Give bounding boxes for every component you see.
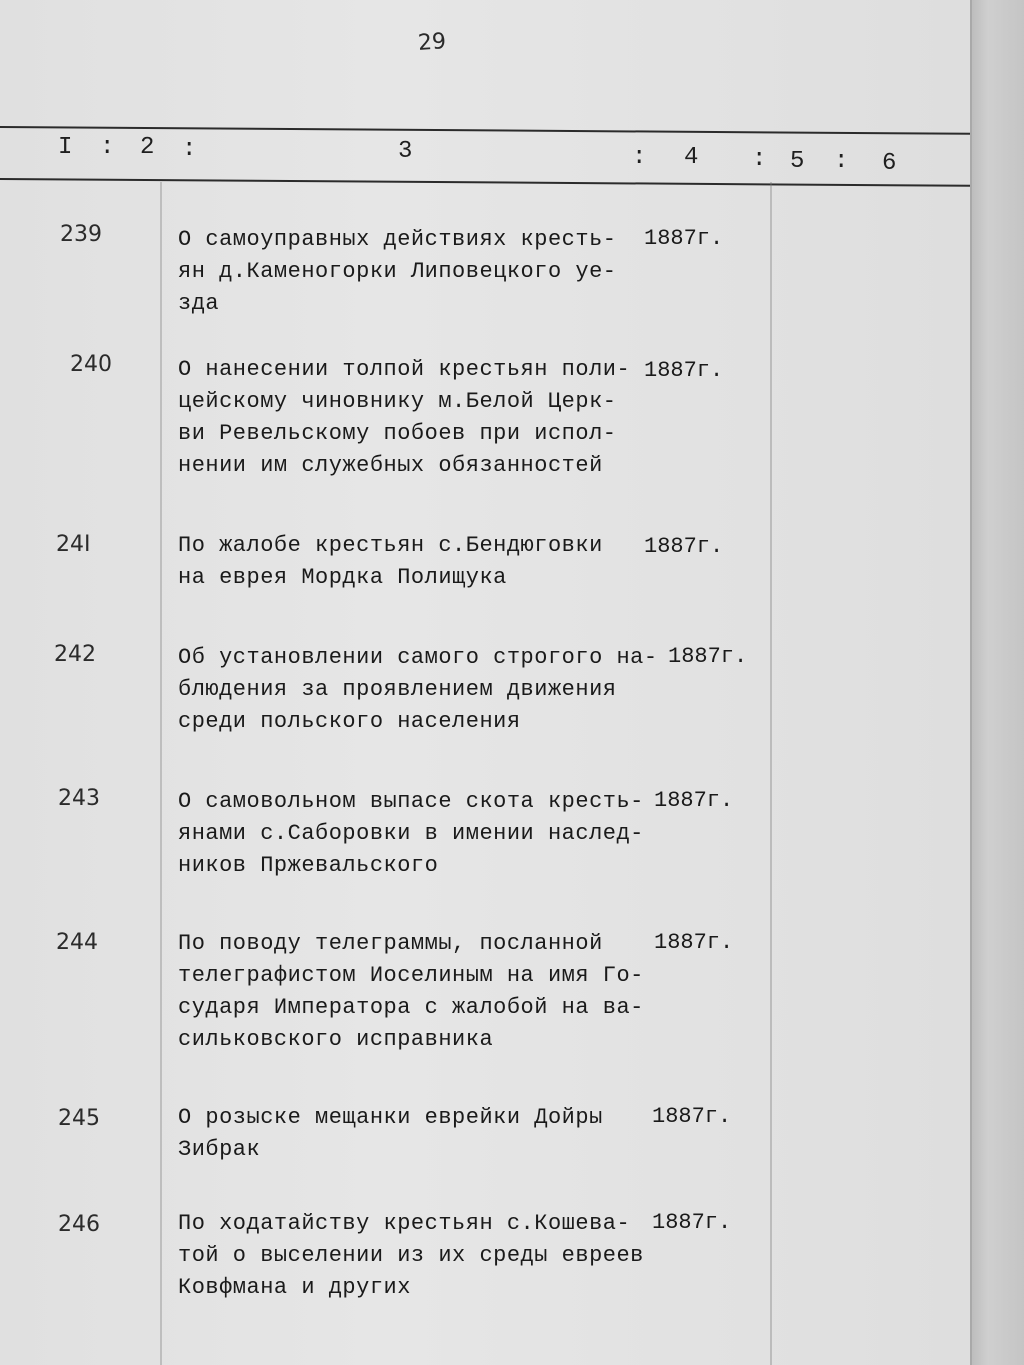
column-header-6: 6: [882, 150, 897, 177]
entry-number: 244: [56, 930, 98, 955]
entry-text: [178, 1208, 648, 1304]
entry-line: ян д.Каменогорки Липовецкого уе-: [178, 259, 617, 284]
column-header-5: 5: [790, 148, 805, 175]
entry-date: 1887г.: [652, 1104, 732, 1129]
column-header-2: 2: [140, 134, 155, 161]
entry-line: По поводу телеграммы, посланной: [178, 931, 603, 956]
entry-number: 24I: [56, 532, 91, 557]
entry-text: [178, 530, 648, 594]
column-header-4: 4: [684, 144, 699, 171]
entry-date: 1887г.: [654, 930, 734, 955]
column-header-1: I: [58, 134, 73, 161]
entry-line: По жалобе крестьян с.Бендюговки: [178, 533, 603, 558]
entry-line: О самовольном выпасе скота кресть-: [178, 789, 644, 814]
entry-text: [178, 786, 648, 882]
column-separator: :: [632, 144, 647, 171]
entry-number: 240: [70, 352, 112, 377]
entry-date: 1887г.: [644, 358, 724, 383]
entry-line: зда: [178, 291, 220, 316]
entry-line: Об установлении самого строгого на-: [178, 645, 658, 670]
column-rule: [160, 182, 162, 1365]
entry-line: По ходатайству крестьян с.Кошева-: [178, 1211, 631, 1236]
entry-line: сильковского исправника: [178, 1027, 494, 1052]
page-number: 29: [417, 29, 447, 56]
entry-line: цейскому чиновнику м.Белой Церк-: [178, 389, 617, 414]
entry-line: телеграфистом Иоселиным на имя Го-: [178, 963, 644, 988]
entry-number: 243: [58, 786, 100, 811]
column-separator: :: [752, 146, 767, 173]
entry-text: [178, 642, 668, 738]
entry-text: [178, 928, 648, 1056]
entry-line: янами с.Саборовки в имении наслед-: [178, 821, 644, 846]
entry-text: [178, 224, 648, 320]
column-rule: [770, 182, 772, 1365]
column-separator: :: [100, 134, 115, 161]
column-separator: :: [834, 148, 849, 175]
entry-line: ви Ревельскому побоев при испол-: [178, 421, 617, 446]
entry-line: на еврея Мордка Полищука: [178, 565, 507, 590]
entry-date: 1887г.: [644, 534, 724, 559]
entry-text: [178, 354, 648, 482]
entry-date: 1887г.: [668, 644, 748, 669]
page-edge: [970, 0, 1024, 1365]
entry-line: сударя Императора с жалобой на ва-: [178, 995, 644, 1020]
entry-line: Зибрак: [178, 1137, 261, 1162]
entry-number: 239: [60, 222, 102, 247]
entry-line: О самоуправных действиях кресть-: [178, 227, 617, 252]
entry-line: О розыске мещанки еврейки Дойры: [178, 1105, 603, 1130]
entry-date: 1887г.: [654, 788, 734, 813]
column-header-3: 3: [398, 138, 413, 165]
entry-number: 245: [58, 1106, 100, 1131]
entry-line: О нанесении толпой крестьян поли-: [178, 357, 631, 382]
entry-line: той о выселении из их среды евреев: [178, 1243, 644, 1268]
entry-number: 242: [54, 642, 96, 667]
entry-text: [178, 1102, 648, 1166]
entry-line: Ковфмана и других: [178, 1275, 411, 1300]
entry-number: 246: [58, 1212, 100, 1237]
entry-line: ников Пржевальского: [178, 853, 439, 878]
entry-line: нении им служебных обязанностей: [178, 453, 603, 478]
entry-line: блюдения за проявлением движения: [178, 677, 617, 702]
entry-line: среди польского населения: [178, 709, 521, 734]
column-separator: :: [182, 136, 197, 163]
entry-date: 1887г.: [644, 226, 724, 251]
entry-date: 1887г.: [652, 1210, 732, 1235]
header-rule-bottom: [0, 178, 972, 187]
